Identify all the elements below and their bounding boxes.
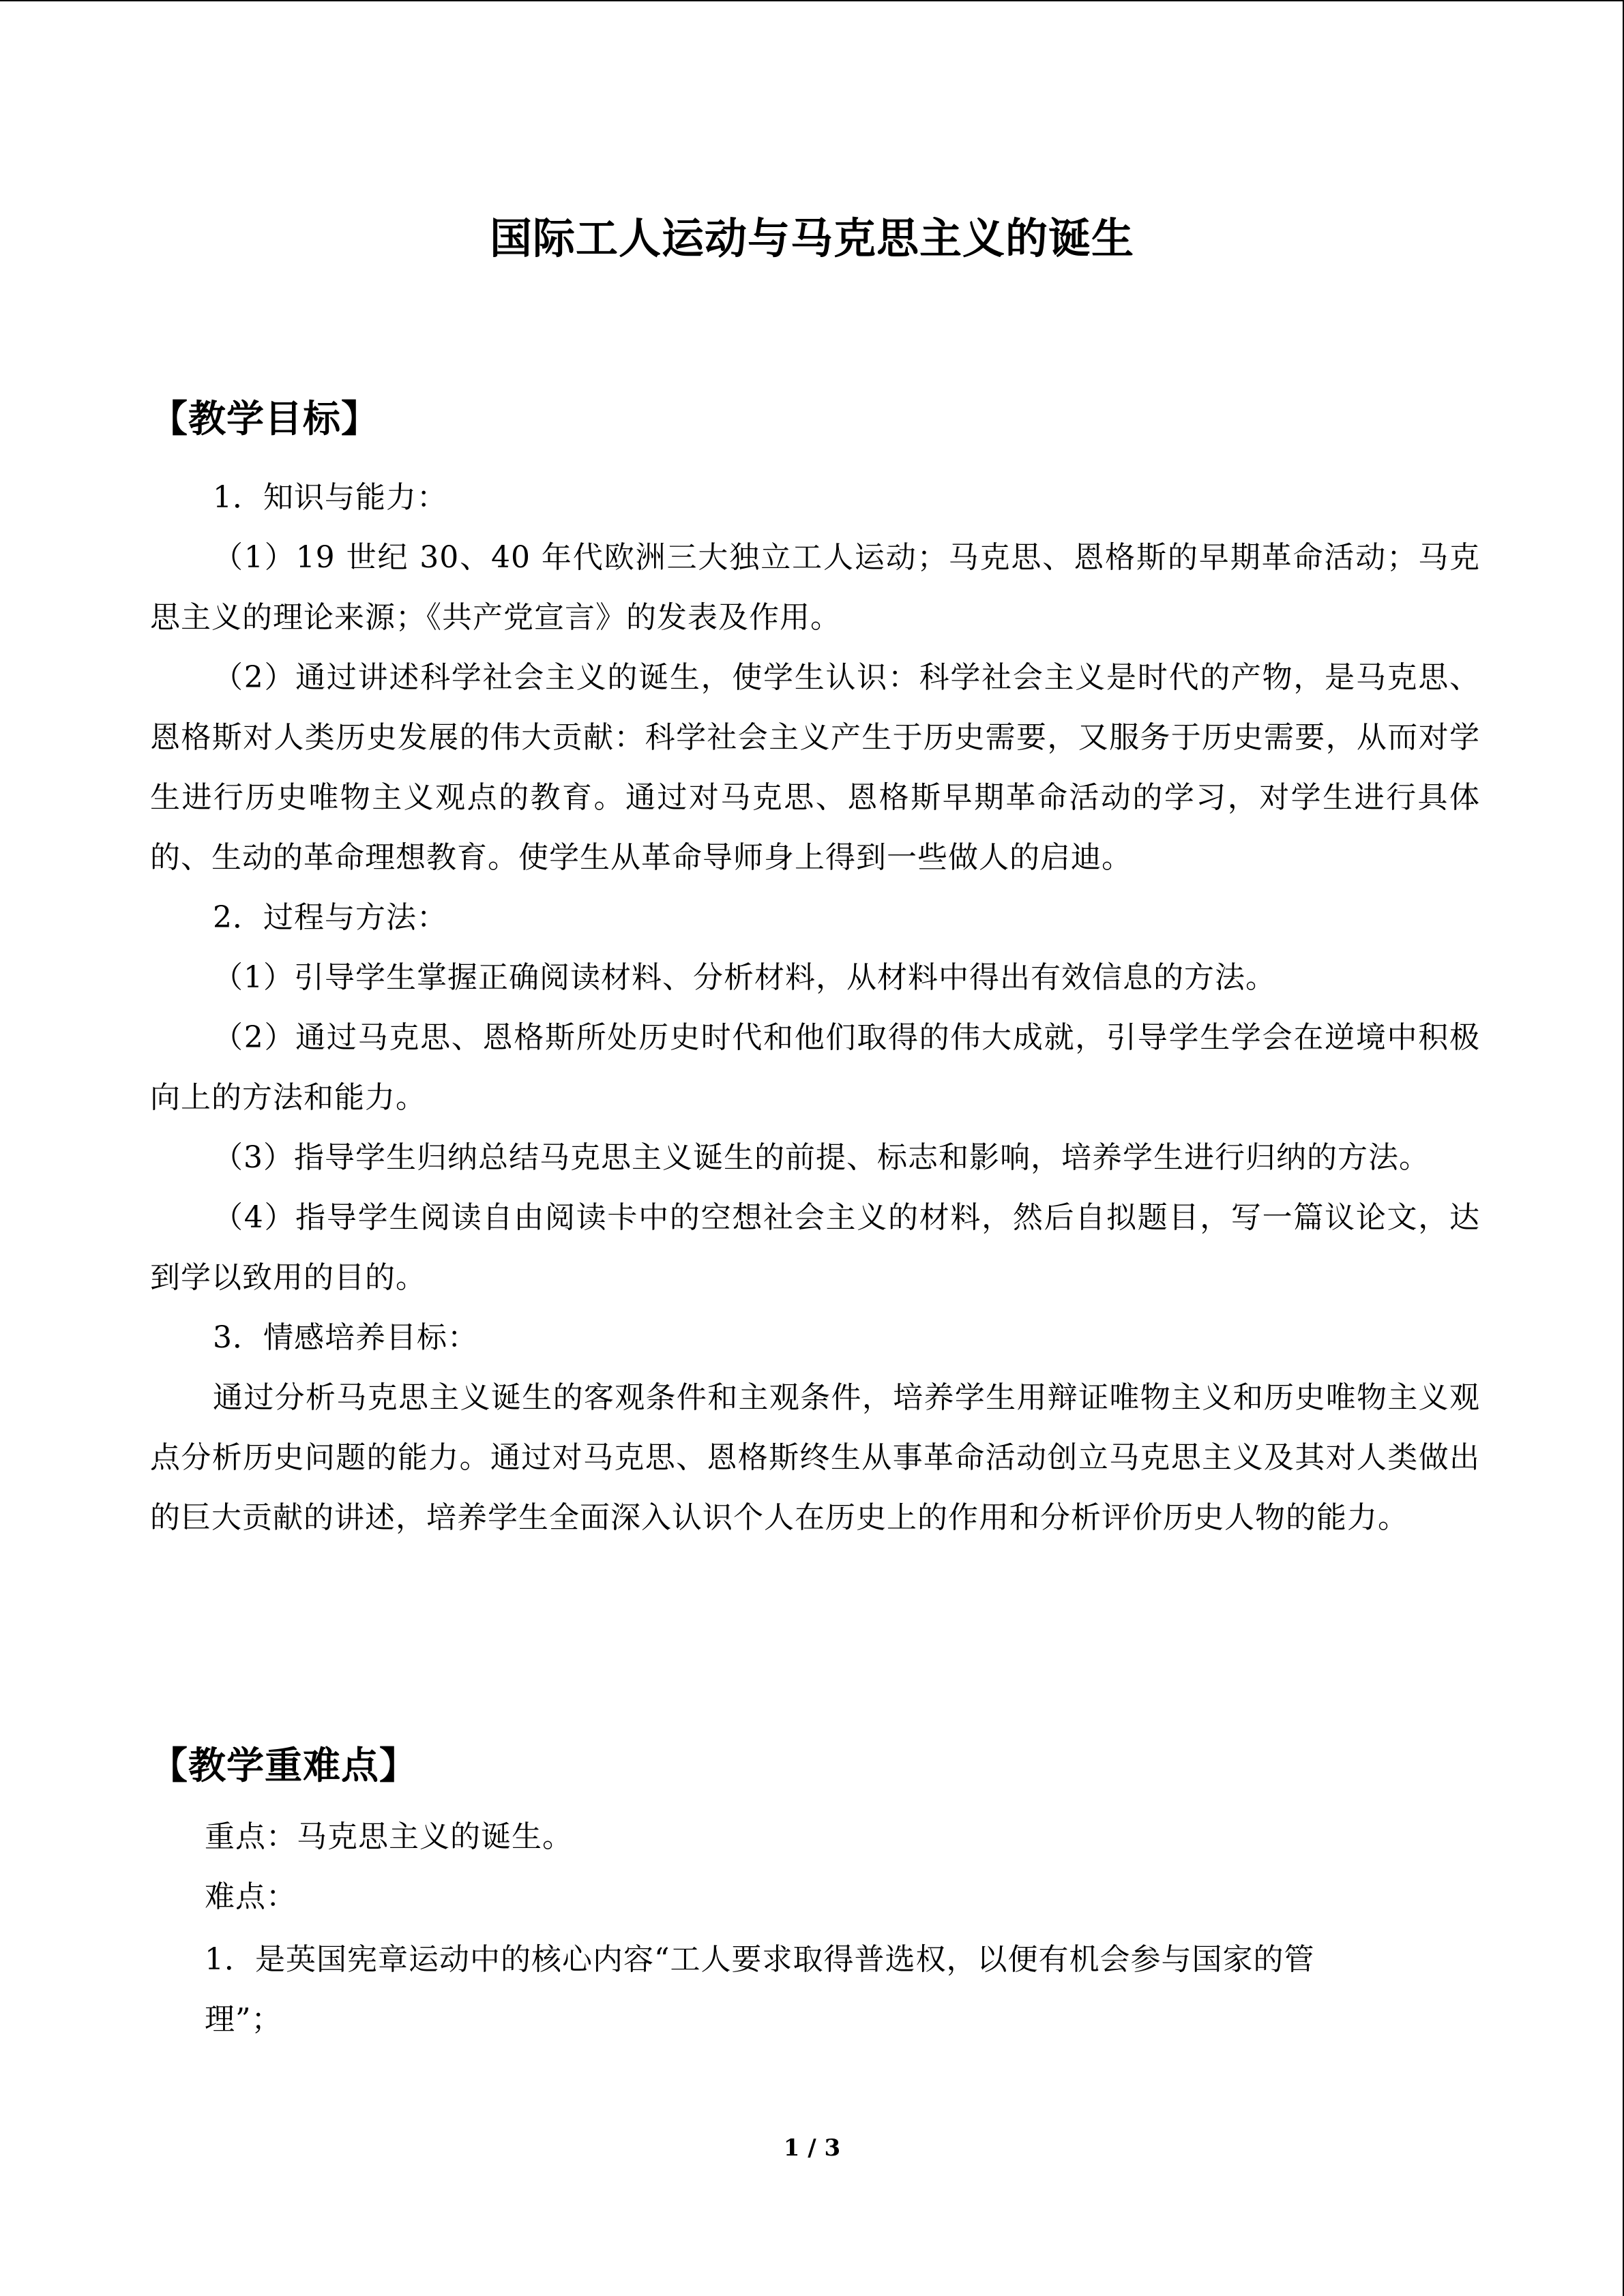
section-heading-key-difficulties: 【教学重难点】 bbox=[150, 1743, 418, 1787]
difficulty-item-line: 1．是英国宪章运动中的核心内容“工人要求取得普选权，以便有机会参与国家的管 bbox=[205, 1942, 1315, 1977]
paragraph: （3）指导学生归纳总结马克思主义诞生的前提、标志和影响，培养学生进行归纳的方法。 bbox=[213, 1140, 1430, 1175]
paragraph: （1）引导学生掌握正确阅读材料、分析材料，从材料中得出有效信息的方法。 bbox=[213, 960, 1276, 995]
key-point: 重点：马克思主义的诞生。 bbox=[205, 1819, 573, 1854]
teaching-objectives-body bbox=[150, 468, 1480, 1548]
section-heading-teaching-objectives: 【教学目标】 bbox=[150, 396, 380, 441]
paragraph: 3．情感培养目标： bbox=[213, 1320, 478, 1355]
difficulty-item-line: 理”； bbox=[205, 2002, 282, 2037]
paragraph: 1．知识与能力： bbox=[213, 480, 447, 515]
paragraph: （2）通过讲述科学社会主义的诞生，使学生认识：科学社会主义是时代的产物，是马克思、恩格斯对人类历史发展的伟大贡献：科学社会主义产生于历史需要，又服务于历史需要，从而对学生进行历史唯物主义观点的教育。通过对马克思、恩格斯早期革命活动的学习，对学生进行具体的、生动的革命理想教育。使学生从革命导师身上得到一些做人的启迪。 bbox=[150, 660, 1480, 875]
difficulty-label: 难点： bbox=[205, 1879, 297, 1914]
difficulty-list bbox=[205, 1930, 1432, 2050]
paragraph: （2）通过马克思、恩格斯所处历史时代和他们取得的伟大成就，引导学生学会在逆境中积极向上的方法和能力。 bbox=[150, 1020, 1480, 1115]
page-title: 国际工人运动与马克思主义的诞生 bbox=[489, 213, 1134, 263]
key-difficulties-body bbox=[205, 1807, 1426, 1927]
paragraph: 通过分析马克思主义诞生的客观条件和主观条件，培养学生用辩证唯物主义和历史唯物主义观点分析历史问题的能力。通过对马克思、恩格斯终生从事革命活动创立马克思主义及其对人类做出的巨大贡献的讲述，培养学生全面深入认识个人在历史上的作用和分析评价历史人物的能力。 bbox=[150, 1380, 1480, 1535]
paragraph: 2．过程与方法： bbox=[213, 900, 447, 935]
paragraph: （4）指导学生阅读自由阅读卡中的空想社会主义的材料，然后自拟题目，写一篇议论文，达到学以致用的目的。 bbox=[150, 1200, 1480, 1295]
paragraph: （1）19 世纪 30、40 年代欧洲三大独立工人运动；马克思、恩格斯的早期革命活动；马克思主义的理论来源；《共产党宣言》的发表及作用。 bbox=[150, 540, 1480, 635]
page-number: 1 / 3 bbox=[783, 2134, 841, 2162]
